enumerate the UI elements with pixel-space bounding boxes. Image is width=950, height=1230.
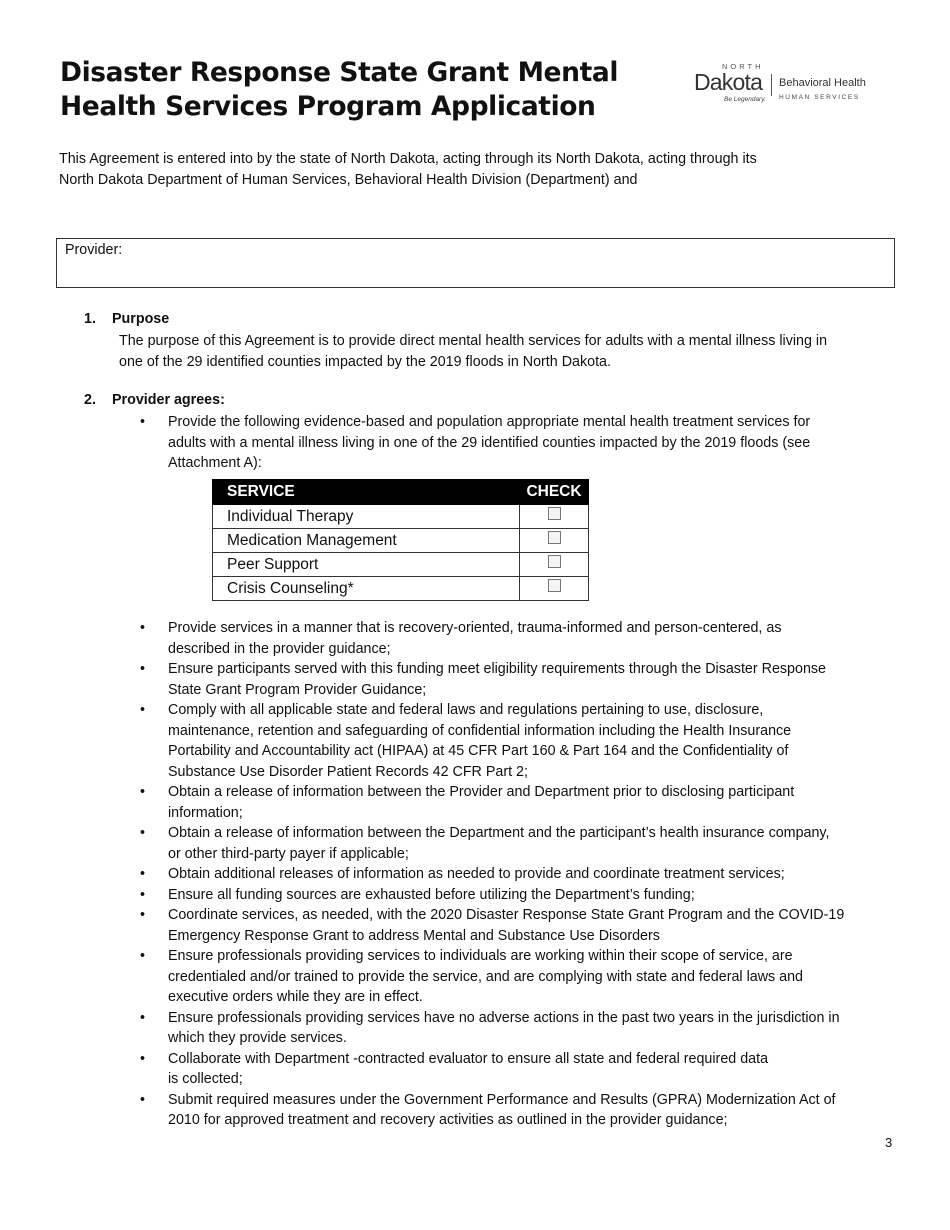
section-number: 1.: [84, 311, 96, 327]
intro-line: North Dakota Department of Human Services, Behavioral Health Division (Department) and: [59, 171, 638, 188]
list-item: [140, 618, 900, 659]
bullet-line: Obtain additional releases of information as needed to provide and coordinate treatment services;: [168, 866, 785, 882]
title-line: Health Services Program Application: [60, 91, 596, 122]
bullet-line: Ensure professionals providing services have no adverse actions in the past two years in the jurisdiction in: [168, 1009, 840, 1026]
list-item: [140, 946, 900, 1008]
section-title-provider-agrees: Provider agrees:: [112, 392, 225, 408]
page-number: 3: [885, 1135, 893, 1150]
intro-line: This Agreement is entered into by the state of North Dakota, acting through its North Dakota, acting through its: [59, 151, 757, 167]
service-name: Individual Therapy: [213, 505, 520, 529]
service-name: Crisis Counseling*: [213, 577, 520, 601]
bullet-icon: •: [140, 886, 146, 903]
bullet-line: or other third-party payer if applicable;: [168, 845, 409, 862]
bullet-line: described in the provider guidance;: [168, 640, 391, 657]
list-item: [140, 905, 900, 946]
bullet-icon: •: [140, 1009, 146, 1026]
list-item: [140, 700, 900, 782]
bullet-line: Ensure professionals providing services to individuals are working within their scope of service, are: [168, 948, 793, 964]
logo-division: Behavioral Health: [779, 77, 866, 89]
bullet-line: Ensure participants served with this funding meet eligibility requirements through the Disaster Response: [168, 661, 826, 677]
bullet-line: maintenance, retention and safeguarding of confidential information including the Health Insurance: [168, 722, 792, 739]
section-title-purpose: Purpose: [112, 311, 170, 327]
bullet-line: Provide services in a manner that is recovery-oriented, trauma-informed and person-centered, as: [168, 620, 782, 636]
peer-support-checkbox[interactable]: [548, 555, 561, 568]
logo-north-text: NORTH: [722, 62, 764, 71]
logo-dakota-text: Dakota: [694, 69, 763, 95]
bullet-line: 2010 for approved treatment and recovery activities as outlined in the provider guidance;: [168, 1112, 728, 1128]
bullet-icon: •: [140, 866, 146, 882]
bullet-line: is collected;: [168, 1071, 243, 1087]
crisis-counseling-checkbox[interactable]: [548, 579, 561, 592]
purpose-paragraph: [119, 331, 827, 372]
individual-therapy-checkbox[interactable]: [548, 507, 561, 520]
bullet-line: adults with a mental illness living in one of the 29 identified counties impacted by the 2019 floods (see: [168, 434, 811, 451]
nd-behavioral-health-logo: [690, 60, 870, 110]
bullet-line: Provide the following evidence-based and population appropriate mental health treatment services for: [168, 414, 811, 430]
bullet-icon: •: [140, 620, 146, 636]
bullet-line: Attachment A):: [168, 455, 262, 471]
purpose-line: one of the 29 identified counties impacted by the 2019 floods in North Dakota.: [119, 353, 611, 370]
agreement-intro: [59, 149, 859, 190]
bullet-icon: •: [140, 414, 146, 430]
bullet-line: credentialed and/or trained to provide the service, and are complying with state and federal laws and: [168, 968, 803, 985]
medication-management-checkbox[interactable]: [548, 531, 561, 544]
bullet-icon: •: [140, 661, 146, 677]
list-item: [140, 1049, 900, 1090]
purpose-line: The purpose of this Agreement is to provide direct mental health services for adults with a mental illness living in: [119, 333, 828, 349]
table-row: [213, 553, 589, 577]
bullet-line: executive orders while they are in effect.: [168, 989, 423, 1005]
bullet-line: Collaborate with Department -contracted evaluator to ensure all state and federal required data: [168, 1050, 769, 1067]
bullet-line: which they provide services.: [168, 1030, 347, 1046]
logo-divider: [771, 74, 772, 96]
logo-department: HUMAN SERVICES: [779, 94, 860, 101]
list-item: [140, 823, 900, 864]
bullet-line: Obtain a release of information between the Department and the participant’s health insurance company,: [168, 825, 830, 841]
bullet-icon: •: [140, 1091, 146, 1108]
bullet-line: State Grant Program Provider Guidance;: [168, 681, 427, 698]
title-line: Disaster Response State Grant Mental: [60, 57, 619, 88]
bullet-line: information;: [168, 804, 243, 821]
bullet-line: Obtain a release of information between the Provider and Department prior to disclosing participant: [168, 784, 795, 800]
list-item: [140, 1008, 900, 1049]
bullet-line: Emergency Response Grant to address Mental and Substance Use Disorders: [168, 927, 660, 944]
bullet-line: Ensure all funding sources are exhausted before utilizing the Department’s funding;: [168, 886, 695, 903]
bullet-icon: •: [140, 784, 146, 800]
service-name: Medication Management: [213, 529, 520, 553]
service-column-header: SERVICE: [213, 480, 520, 505]
bullet-line: Submit required measures under the Government Performance and Results (GPRA) Modernization Act of: [168, 1091, 836, 1108]
list-item: [140, 412, 900, 474]
bullet-line: Substance Use Disorder Patient Records 42 CFR Part 2;: [168, 763, 528, 780]
table-row: [213, 577, 589, 601]
page-title: [60, 56, 620, 124]
bullet-line: Portability and Accountability act (HIPAA) at 45 CFR Part 160 & Part 164 and the Confidentiality of: [168, 743, 789, 759]
list-item: [140, 659, 900, 700]
check-column-header: CHECK: [520, 480, 589, 505]
bullet-line: Comply with all applicable state and federal laws and regulations pertaining to use, disclosure,: [168, 702, 764, 718]
service-name: Peer Support: [213, 553, 520, 577]
table-row: [213, 505, 589, 529]
bullet-icon: •: [140, 702, 146, 718]
bullet-icon: •: [140, 825, 146, 841]
provider-field[interactable]: [56, 238, 895, 288]
section-number: 2.: [84, 392, 96, 408]
bullet-list: [140, 412, 900, 474]
service-table: [212, 479, 589, 601]
provider-label: Provider:: [65, 242, 123, 258]
bullet-line: Coordinate services, as needed, with the 2020 Disaster Response State Grant Program and the COVID-19: [168, 907, 845, 923]
bullet-icon: •: [140, 907, 146, 923]
logo-tagline: Be Legendary.: [724, 96, 766, 103]
list-item: [140, 1090, 900, 1131]
table-row: [213, 529, 589, 553]
bullet-list: [140, 618, 900, 1131]
list-item: [140, 782, 900, 823]
list-item: [140, 864, 900, 885]
bullet-icon: •: [140, 948, 146, 964]
bullet-icon: •: [140, 1050, 146, 1067]
list-item: [140, 885, 900, 906]
table-header-row: [213, 480, 589, 505]
